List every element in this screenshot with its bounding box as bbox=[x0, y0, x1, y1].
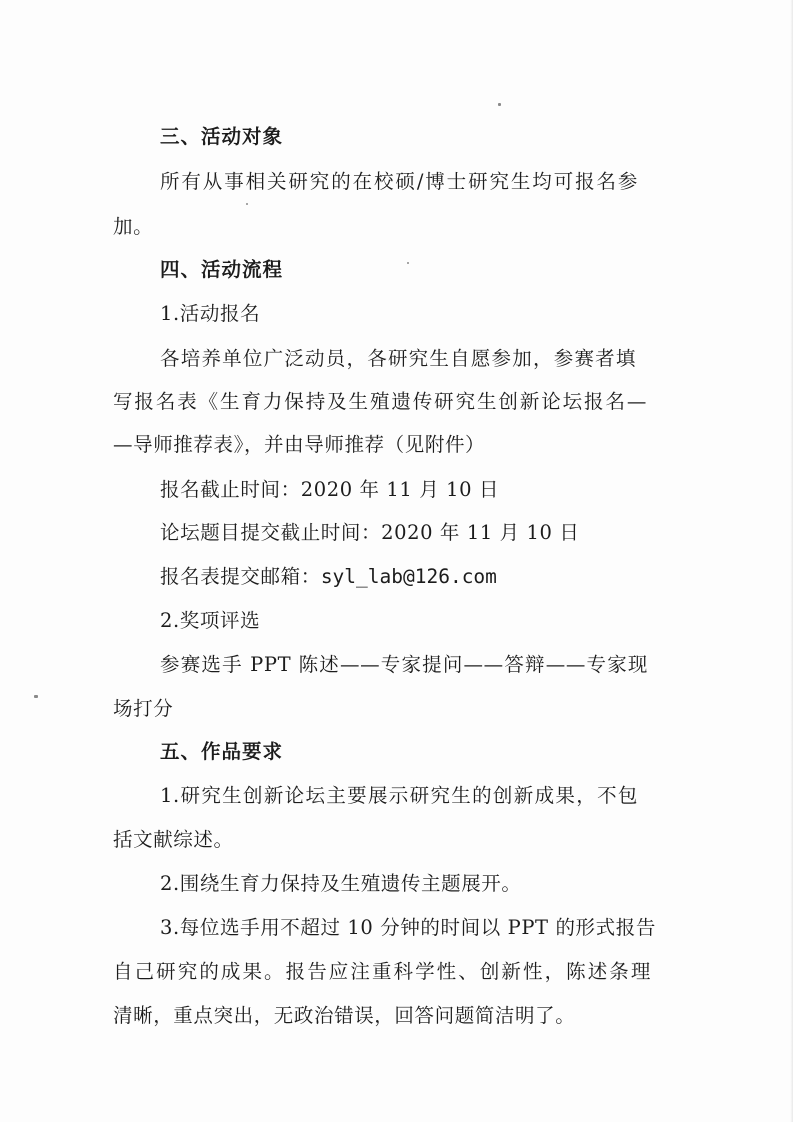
topic-deadline-value: 2020 年 11 月 10 日 bbox=[381, 521, 580, 544]
submission-email-value: syl_lab@126.com bbox=[320, 565, 497, 588]
registration-deadline-value: 2020 年 11 月 10 日 bbox=[300, 478, 500, 501]
section-4-sub1-para-line-3: —导师推荐表》，并由导师推荐（见附件） bbox=[113, 433, 486, 456]
section-4-heading: 四、活动流程 bbox=[160, 258, 284, 281]
submission-email bbox=[160, 563, 497, 591]
section-5-item-3-line-3: 清晰，重点突出，无政治错误，回答问题简洁明了。 bbox=[113, 1004, 576, 1027]
section-4-sub1-para-line-2: 写报名表《生育力保持及生殖遗传研究生创新论坛报名— bbox=[113, 390, 647, 413]
section-5-item-2-line-1: 2.围绕生育力保持及生殖遗传主题展开。 bbox=[160, 872, 522, 895]
section-5-item-3-line-1: 3.每位选手用不超过 10 分钟的时间以 PPT 的形式报告 bbox=[160, 916, 656, 939]
scan-speck bbox=[34, 695, 38, 698]
section-5-heading: 五、作品要求 bbox=[160, 740, 284, 763]
submission-email-label: 报名表提交邮箱： bbox=[160, 565, 321, 588]
section-4-sub2-para-line-2: 场打分 bbox=[113, 697, 174, 720]
section-3-body-line-2: 加。 bbox=[113, 215, 154, 238]
scan-speck bbox=[407, 262, 409, 264]
registration-deadline bbox=[160, 476, 499, 504]
section-5-item-1-line-1: 1.研究生创新论坛主要展示研究生的创新成果，不包 bbox=[160, 784, 638, 807]
section-5-item-3-line-2: 自己研究的成果。报告应注重科学性、创新性，陈述条理 bbox=[113, 960, 651, 983]
scan-speck bbox=[498, 103, 501, 106]
topic-deadline-label: 论坛题目提交截止时间： bbox=[160, 521, 382, 544]
section-3-body-line-1: 所有从事相关研究的在校硕/博士研究生均可报名参 bbox=[160, 170, 638, 193]
scan-speck bbox=[246, 203, 248, 205]
section-3-heading: 三、活动对象 bbox=[160, 125, 284, 148]
section-4-sub2-title: 2.奖项评选 bbox=[160, 609, 261, 632]
section-4-sub1-title: 1.活动报名 bbox=[160, 302, 261, 325]
section-4-sub1-para-line-1: 各培养单位广泛动员，各研究生自愿参加，参赛者填 bbox=[160, 347, 636, 370]
section-4-sub2-para-line-1: 参赛选手 PPT 陈述——专家提问——答辩——专家现 bbox=[160, 653, 648, 676]
registration-deadline-label: 报名截止时间： bbox=[160, 478, 301, 501]
topic-deadline bbox=[160, 519, 579, 547]
section-5-item-1-line-2: 括文献综述。 bbox=[113, 828, 234, 851]
